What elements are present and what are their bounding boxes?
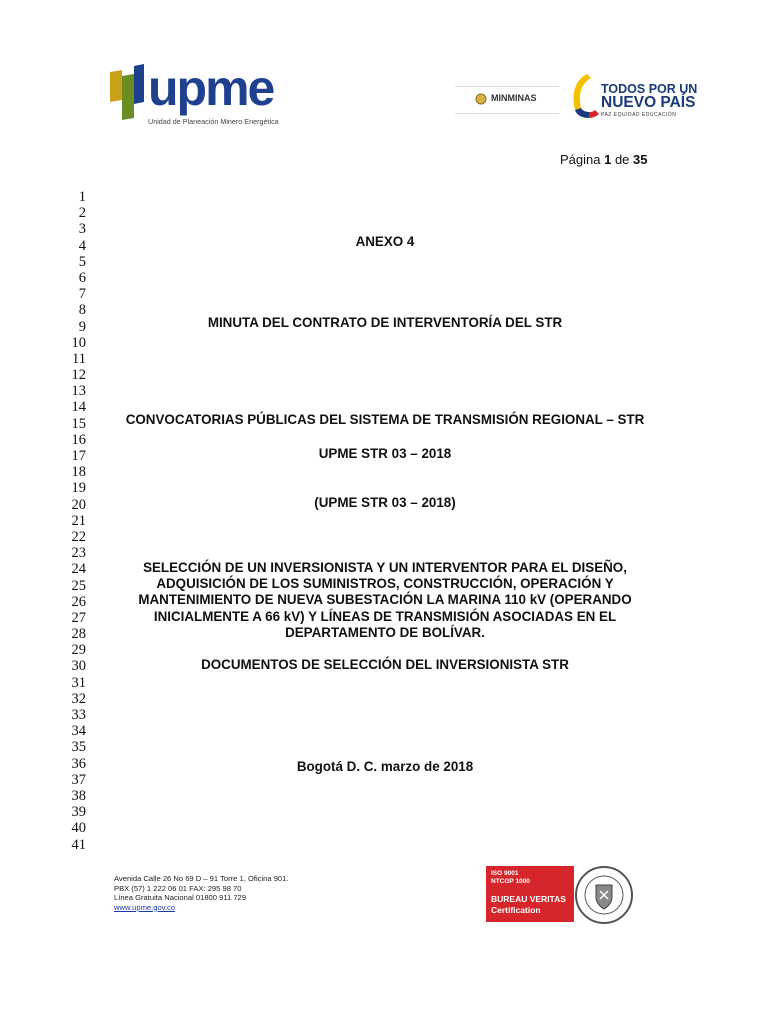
upme-logo <box>108 62 278 132</box>
line-number: 8 <box>78 302 86 319</box>
website-link[interactable]: www.upme.gov.co <box>114 902 176 912</box>
line-number: 7 <box>78 286 86 303</box>
line-number: 3 <box>78 221 86 238</box>
annex-title: ANEXO 4 <box>355 234 415 249</box>
government-logos <box>455 66 698 126</box>
line-number: 18 <box>71 464 86 481</box>
line-number: 25 <box>71 577 86 594</box>
line-number: 39 <box>71 804 86 821</box>
upme-str-code: UPME STR 03 – 2018 <box>318 446 452 461</box>
colombia-flag-icon <box>567 72 601 120</box>
line-number: 33 <box>71 707 86 723</box>
line-number: 38 <box>71 787 86 804</box>
line-number: 4 <box>78 237 86 254</box>
line-number: 29 <box>71 642 86 659</box>
line-number: 6 <box>78 269 86 286</box>
minminas-label: MINMINAS <box>491 93 537 103</box>
page-total: 35 <box>633 152 648 167</box>
line-number: 12 <box>71 367 86 384</box>
footer-address <box>114 874 288 912</box>
line-number: 14 <box>71 399 86 416</box>
ntcgp-label: NTCGP 1000 <box>491 878 530 885</box>
todos-por-un-text: TODOS POR UN <box>601 82 698 96</box>
convocatorias-title: CONVOCATORIAS PÚBLICAS DEL SISTEMA DE TRANSMISIÓN REGIONAL – STR <box>125 412 645 427</box>
pbx-line: PBX (57) 1 222 06 01 FAX: 295 98 70 <box>114 883 242 893</box>
line-number: 11 <box>72 350 86 367</box>
address-line: Avenida Calle 26 No 69 D – 91 Torre 1, Oficina 901. <box>114 874 289 883</box>
line-number: 30 <box>71 658 86 675</box>
line-number: 9 <box>78 318 86 335</box>
paz-equidad-educacion-text: PAZ EQUIDAD EDUCACIÓN <box>601 112 677 118</box>
upme-subtitle: Unidad de Planeación Minero Energética <box>148 117 279 126</box>
line-number: 23 <box>71 545 86 562</box>
line-number: 36 <box>71 755 86 772</box>
nuevo-pais-text: NUEVO PAÍS <box>601 94 696 111</box>
page-current: 1 <box>604 152 612 167</box>
line-number: 41 <box>71 836 86 853</box>
line-number: 20 <box>71 496 86 513</box>
coat-of-arms-icon <box>475 93 487 105</box>
line-number: 22 <box>71 528 86 545</box>
line-number: 26 <box>71 593 86 610</box>
line-number: 21 <box>71 512 86 529</box>
line-numbers <box>60 189 86 853</box>
line-number: 1 <box>78 189 86 205</box>
line-number: 10 <box>71 334 86 351</box>
page-number <box>560 152 647 167</box>
line-number: 37 <box>71 771 86 788</box>
minminas-logo <box>455 86 559 114</box>
line-number: 16 <box>71 431 86 448</box>
upme-wordmark: upme <box>148 60 274 116</box>
bureau-veritas-label: BUREAU VERITAS <box>491 894 566 904</box>
line-number: 32 <box>71 690 86 707</box>
line-number: 19 <box>71 480 86 497</box>
line-number: 35 <box>71 739 86 756</box>
line-number: 17 <box>71 448 86 464</box>
iso-certification-badge <box>486 866 574 922</box>
line-number: 24 <box>71 561 86 578</box>
page-middle: de <box>611 152 634 167</box>
bureau-veritas-seal-icon <box>574 865 634 925</box>
certification-label: Certification <box>491 905 541 915</box>
upme-str-code-parenthesized: (UPME STR 03 – 2018) <box>314 495 456 510</box>
line-number: 2 <box>78 205 86 222</box>
line-number: 40 <box>71 820 86 837</box>
upme-leaf-icon <box>108 62 148 128</box>
seleccion-paragraph: SELECCIÓN DE UN INVERSIONISTA Y UN INTERVENTOR PARA EL DISEÑO, ADQUISICIÓN DE LOS SUMINISTROS, CONSTRUCCIÓN, OPERACIÓN Y MANTENIMIENTO DE NUEVA SUBESTACIÓN LA MARINA 110 kV (OPERANDO INICIALMENTE A 66 kV) Y LÍNEAS DE TRANSMISIÓN ASOCIADAS EN EL DEPARTAMENTO DE BOLÍVAR. <box>138 560 632 640</box>
line-number: 31 <box>71 674 86 691</box>
line-number: 34 <box>71 723 86 740</box>
date-line: Bogotá D. C. marzo de 2018 <box>296 759 474 774</box>
line-number: 28 <box>71 626 86 643</box>
line-number: 15 <box>71 415 86 432</box>
page-prefix: Página <box>560 152 605 167</box>
line-number: 13 <box>71 383 86 400</box>
line-number: 27 <box>71 609 86 626</box>
iso-9001-label: ISO 9001 <box>491 870 519 877</box>
line-number: 5 <box>78 253 86 270</box>
toll-free-line: Línea Gratuita Nacional 01800 911 729 <box>114 893 247 903</box>
minuta-title: MINUTA DEL CONTRATO DE INTERVENTORÍA DEL STR <box>207 315 563 330</box>
documentos-title: DOCUMENTOS DE SELECCIÓN DEL INVERSIONISTA STR <box>201 657 569 672</box>
